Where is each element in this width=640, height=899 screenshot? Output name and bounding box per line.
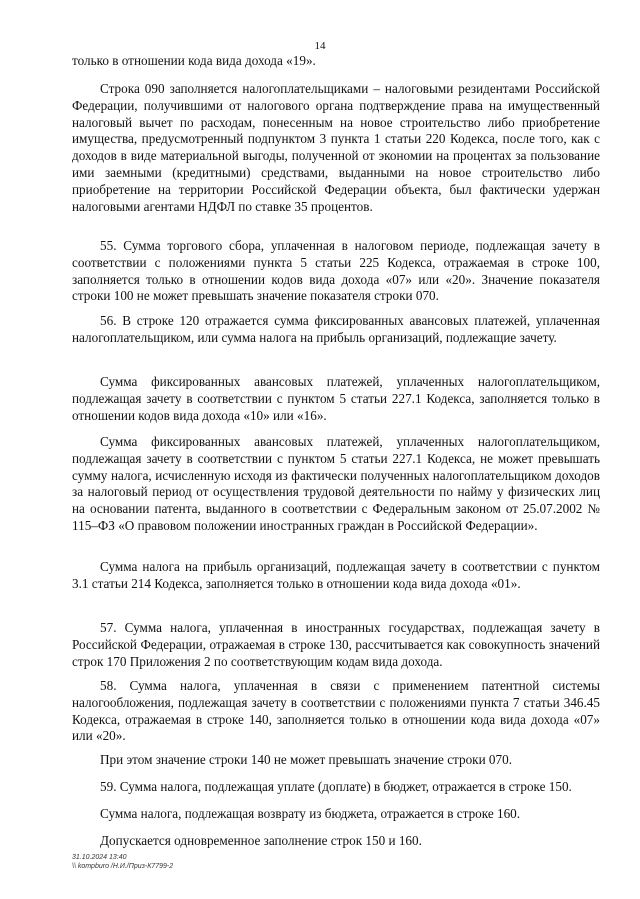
paragraph-refund: Сумма налога, подлежащая возврату из бюджета, отражается в строке 160. xyxy=(100,806,521,821)
paragraph-line-140-limit: При этом значение строки 140 не может превышать значение строки 070. xyxy=(100,752,512,767)
paragraph-item-56: 56. В строке 120 отражается сумма фиксированных авансовых платежей, уплаченная налогоплательщиком, или сумма налога на прибыль организаций, подлежащие зачету. xyxy=(72,313,600,345)
page-number: 14 xyxy=(314,40,326,52)
paragraph-fixed-payments-limit: Сумма фиксированных авансовых платежей, уплаченных налогоплательщиком, подлежащая зачету в соответствии с пунктом 5 статьи 227.1 Кодекса, не может превышать сумму налога, исчисленную исходя из фактически полученных налогоплательщиком доходов за налоговый период от осуществления трудовой деятельности по найму у физических лиц на основании патента, выданного в соответствии с Федеральным законом от 25.07.2002 № 115–ФЗ «О правовом положении иностранных граждан в Российской Федерации». xyxy=(72,434,600,533)
paragraph-profit-tax: Сумма налога на прибыль организаций, подлежащая зачету в соответствии с пунктом 3.1 статьи 214 Кодекса, заполняется только в отношении кода вида дохода «01». xyxy=(72,559,600,591)
paragraph-item-59: 59. Сумма налога, подлежащая уплате (доплате) в бюджет, отражается в строке 150. xyxy=(100,779,572,794)
paragraph-simultaneous: Допускается одновременное заполнение строк 150 и 160. xyxy=(100,833,422,848)
paragraph-item-57: 57. Сумма налога, уплаченная в иностранных государствах, подлежащая зачету в Российской Федерации, отражаемая в строке 130, рассчитывается как совокупность значений строк 170 Приложения 2 по соответствующим кодам вида дохода. xyxy=(72,620,600,669)
paragraph-item-58: 58. Сумма налога, уплаченная в связи с применением патентной системы налогообложения, подлежащая зачету в соответствии с положениями пункта 7 статьи 346.45 Кодекса, отражаемая в строке 140, заполняется только в отношении кода вида дохода «07» или «20». xyxy=(72,678,600,744)
paragraph-continuation: только в отношении кода вида дохода «19». xyxy=(72,53,316,68)
paragraph-fixed-payments-codes: Сумма фиксированных авансовых платежей, уплаченных налогоплательщиком, подлежащая зачету в соответствии с пунктом 5 статьи 227.1 Кодекса, заполняется только в отношении кодов вида дохода «10» или «16». xyxy=(72,374,600,423)
footer-date: 31.10.2024 13:40 xyxy=(72,854,127,861)
document-footer xyxy=(72,853,372,871)
paragraph-line-090: Строка 090 заполняется налогоплательщиками – налоговыми резидентами Российской Федерации, получившими от налогового органа подтверждение права на имущественный налоговый вычет по расходам, понесенным на новое строительство либо приобретение имущества, предусмотренный подпунктом 3 пункта 1 статьи 220 Кодекса, после того, как с доходов в виде материальной выгоды, полученной от экономии на процентах за пользование ими заемными (кредитными) средствами, выданными на новое строительство либо приобретение на территории Российской Федерации объекта, был фактически удержан налоговыми агентами НДФЛ по ставке 35 процентов. xyxy=(72,81,600,214)
footer-path: \\ kompburo /Н.И./Приз-К7799-2 xyxy=(72,863,174,870)
paragraph-item-55: 55. Сумма торгового сбора, уплаченная в налоговом периоде, подлежащая зачету в соответствии с положениями пункта 5 статьи 225 Кодекса, отражаемая в строке 100, заполняется только в отношении кодов вида дохода «07» или «20». Значение показателя строки 100 не может превышать значение показателя строки 070. xyxy=(72,238,600,304)
